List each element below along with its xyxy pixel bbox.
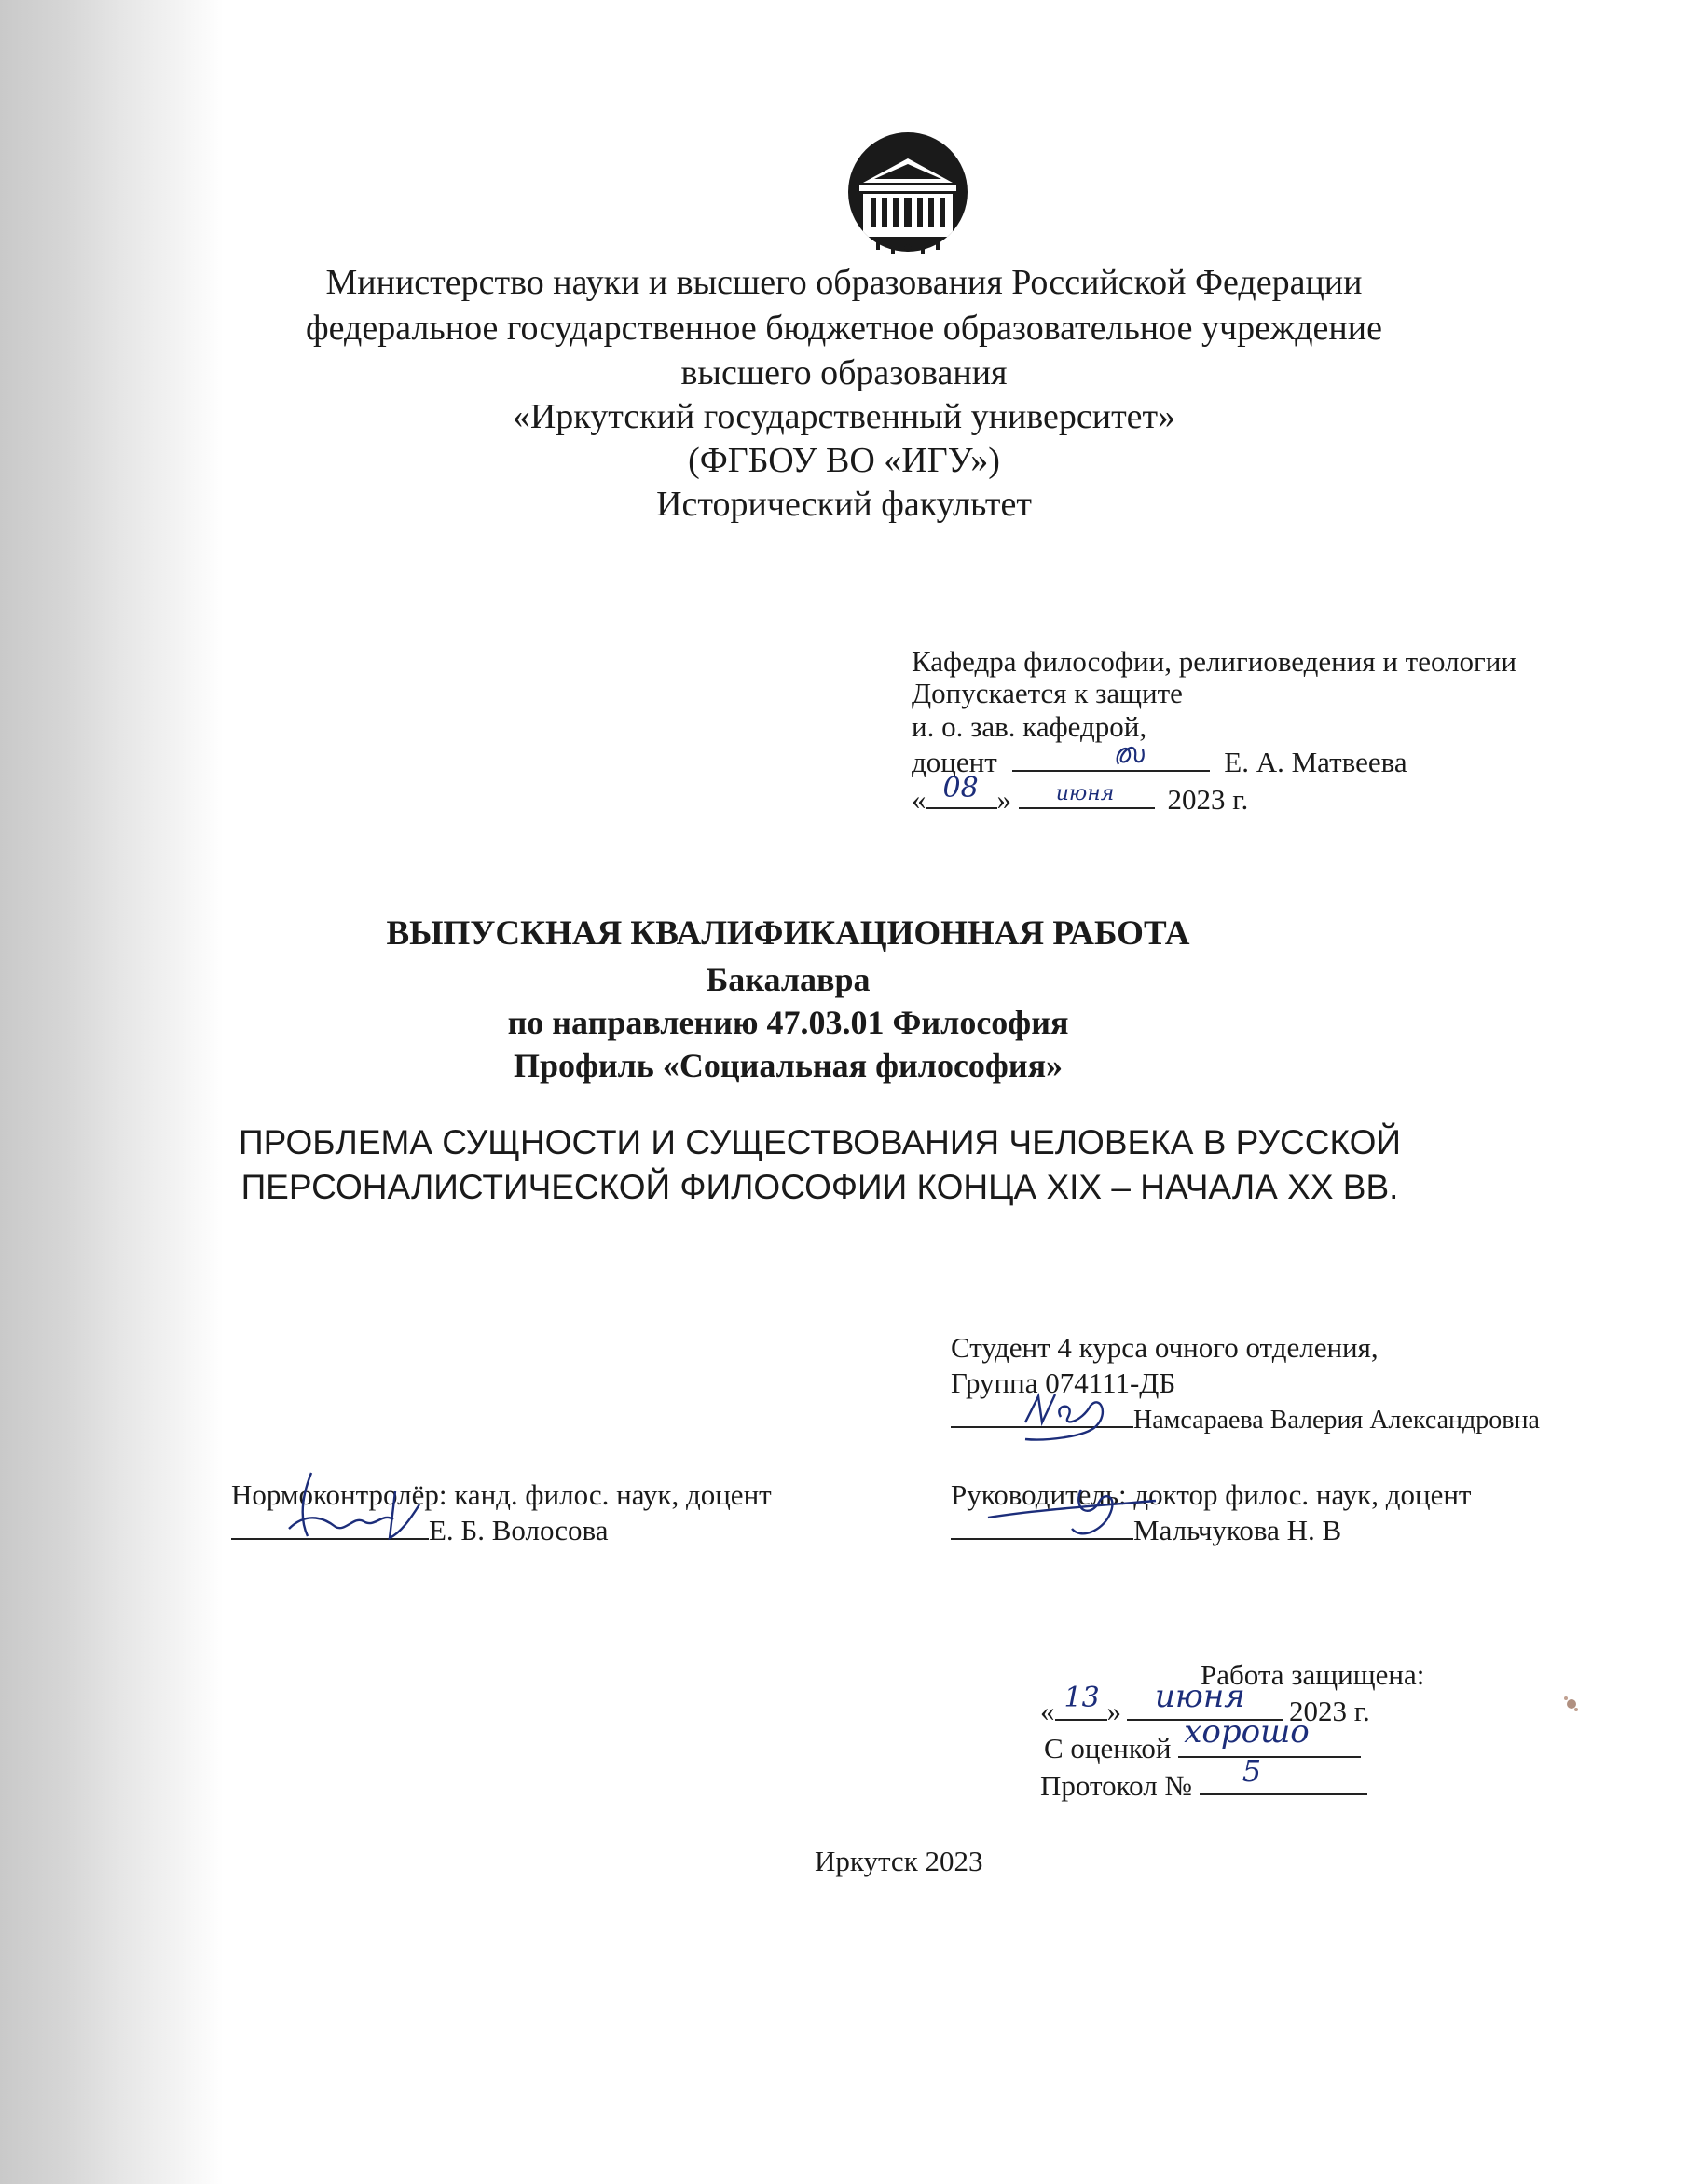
scan-speck: [1562, 1693, 1581, 1715]
ministry-line: Министерство науки и высшего образования Российской Федерации: [325, 263, 1363, 302]
defense-protocol-label: Протокол №: [1040, 1769, 1192, 1802]
education-level-line: высшего образования: [680, 353, 1008, 392]
normcontrol-signature-icon: [270, 1463, 429, 1547]
approval-month-line: [1019, 781, 1155, 809]
head-signature-row: [912, 744, 1407, 781]
defense-grade-row: [1044, 1713, 1361, 1767]
supervisor-name: Мальчукова Н. В: [1133, 1514, 1342, 1546]
defense-protocol-row: [1040, 1753, 1367, 1805]
defense-grade-value: хорошо: [1184, 1713, 1310, 1751]
defense-date-open-quote: «: [1040, 1695, 1055, 1727]
defense-protocol-number: 5: [1242, 1753, 1262, 1789]
student-group: Группа 074111-ДБ: [951, 1367, 1176, 1399]
work-title-line-1: ПРОБЛЕМА СУЩНОСТИ И СУЩЕСТВОВАНИЯ ЧЕЛОВЕКА В РУССКОЙ: [239, 1123, 1401, 1161]
approval-day-line: [926, 772, 997, 809]
normcontrol-label: Нормоконтролёр: канд. филос. наук, доцент: [231, 1478, 772, 1511]
work-direction: по направлению 47.03.01 Философия: [507, 1004, 1069, 1041]
approval-day: 08: [942, 772, 979, 804]
defense-day-line: [1055, 1682, 1107, 1721]
department-name: Кафедра философии, религиоведения и теологии: [912, 645, 1516, 678]
defense-year: 2023 г.: [1289, 1695, 1370, 1727]
head-signature-icon: [1109, 736, 1156, 776]
defense-protocol-line: [1200, 1753, 1367, 1795]
approval-month: июня: [1055, 782, 1115, 805]
approval-date-row: [912, 772, 1249, 818]
institution-type-line: федеральное государственное бюджетное образовательное учреждение: [306, 309, 1382, 348]
defense-day: 13: [1064, 1682, 1100, 1714]
head-rank: доцент: [912, 746, 997, 778]
approval-date-open-quote: «: [912, 783, 926, 816]
work-profile: Профиль «Социальная философия»: [513, 1047, 1064, 1084]
defense-status: Работа защищена:: [1201, 1658, 1425, 1691]
admission-label: Допускается к защите: [912, 677, 1183, 709]
university-name: «Иркутский государственный университет»: [512, 397, 1176, 436]
head-position: и. о. зав. кафедрой,: [912, 710, 1147, 743]
approval-year: 2023 г.: [1167, 783, 1249, 816]
defense-grade-label: С оценкой: [1044, 1732, 1172, 1765]
student-course: Студент 4 курса очного отделения,: [951, 1331, 1379, 1364]
faculty-name: Исторический факультет: [656, 485, 1032, 524]
supervisor-signature-icon: [979, 1473, 1165, 1547]
head-name: Е. А. Матвеева: [1224, 746, 1407, 778]
student-signature-icon: [1007, 1385, 1146, 1450]
defense-grade-line: [1178, 1713, 1361, 1758]
student-name: Намсараева Валерия Александровна: [1133, 1406, 1540, 1435]
university-abbreviation: (ФГБОУ ВО «ИГУ»): [688, 441, 1000, 480]
work-title-line-2: ПЕРСОНАЛИСТИЧЕСКОЙ ФИЛОСОФИИ КОНЦА XIX – НАЧАЛА XX ВВ.: [240, 1168, 1399, 1206]
defense-month: июня: [1155, 1678, 1245, 1715]
work-degree: Бакалавра: [706, 961, 871, 998]
university-logo-icon: [843, 130, 973, 256]
supervisor-label: Руководитель: доктор филос. наук, доцент: [951, 1478, 1472, 1511]
approval-date-close-quote: »: [996, 783, 1011, 816]
city-year: Иркутск 2023: [815, 1845, 983, 1877]
defense-date-close-quote: »: [1106, 1695, 1121, 1727]
work-type: ВЫПУСКНАЯ КВАЛИФИКАЦИОННАЯ РАБОТА: [386, 914, 1190, 953]
normcontrol-name: Е. Б. Волосова: [429, 1514, 609, 1546]
